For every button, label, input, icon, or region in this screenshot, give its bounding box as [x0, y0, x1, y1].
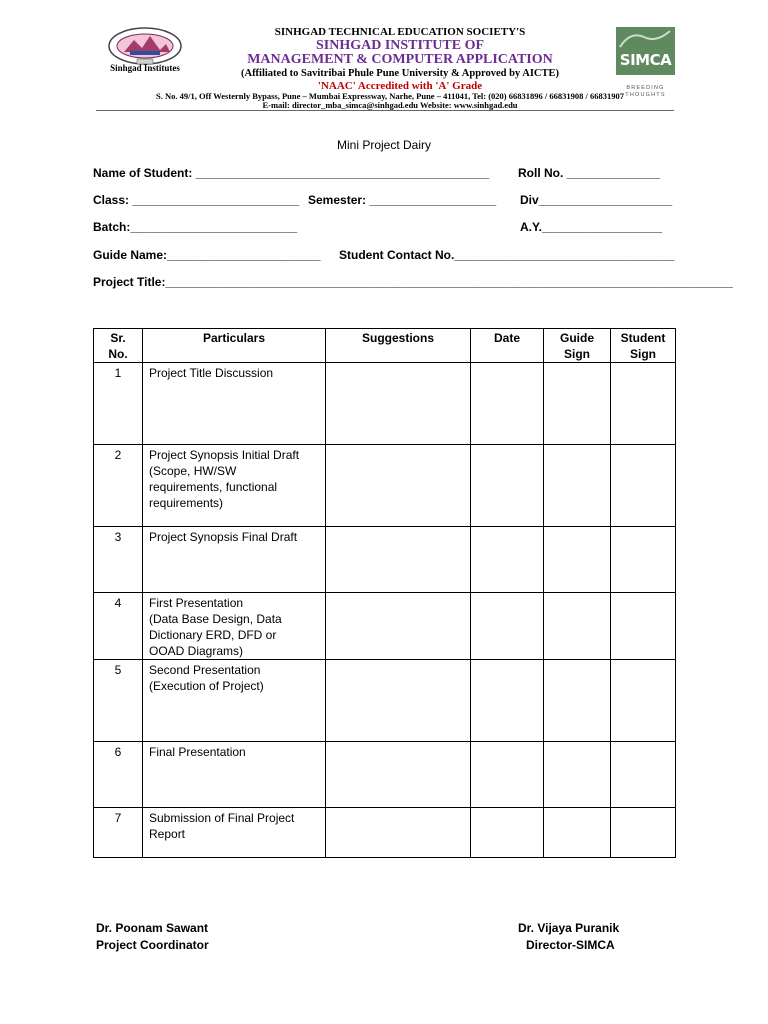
suggestions-cell[interactable]: [326, 660, 471, 742]
student-sign-cell[interactable]: [611, 593, 676, 660]
contact-info: E-mail: director_mba_simca@sinhgad.edu Website: www.sinhgad.edu: [262, 100, 518, 110]
director-name: Dr. Vijaya Puranik: [518, 921, 620, 935]
class-field[interactable]: Class: _________________________: [93, 193, 300, 207]
sr-no-cell: 4: [94, 593, 143, 660]
academic-year-field[interactable]: A.Y.__________________: [520, 220, 663, 234]
project-title-field[interactable]: Project Title:_____________________________________________________________________________________: [93, 275, 733, 289]
simca-tagline-2: THOUGHTS: [625, 92, 666, 98]
director-role: Director-SIMCA: [526, 938, 615, 952]
particulars-cell: [143, 808, 326, 858]
guide-sign-cell[interactable]: [544, 527, 611, 593]
particulars-line: Submission of Final Project: [149, 811, 295, 825]
roll-no-field[interactable]: Roll No. ______________: [518, 166, 661, 180]
guide-sign-cell[interactable]: [544, 660, 611, 742]
particulars-line: Second Presentation: [149, 663, 261, 677]
date-cell[interactable]: [471, 363, 544, 445]
document-title: Mini Project Dairy: [336, 138, 432, 152]
guide-sign-cell[interactable]: [544, 363, 611, 445]
suggestions-cell[interactable]: [326, 742, 471, 808]
table-row: [94, 445, 676, 527]
sr-no-cell: 1: [94, 363, 143, 445]
header-particulars: Particulars: [143, 329, 326, 363]
simca-logo: [616, 27, 675, 98]
date-cell[interactable]: [471, 593, 544, 660]
simca-tagline: BREEDING: [626, 85, 665, 91]
particulars-line: First Presentation: [149, 596, 244, 610]
sr-no-cell: 7: [94, 808, 143, 858]
particulars-line: requirements): [149, 496, 224, 510]
particulars-cell: [143, 527, 326, 593]
particulars-line: Project Synopsis Initial Draft: [149, 448, 300, 462]
table-row: [94, 527, 676, 593]
project-diary-table: [93, 328, 676, 858]
sr-no-cell: 6: [94, 742, 143, 808]
guide-sign-cell[interactable]: [544, 808, 611, 858]
suggestions-cell[interactable]: [326, 593, 471, 660]
society-name: SINHGAD TECHNICAL EDUCATION SOCIETY'S: [274, 26, 526, 38]
student-sign-cell[interactable]: [611, 742, 676, 808]
particulars-line: OOAD Diagrams): [149, 644, 244, 658]
header-suggestions: Suggestions: [326, 329, 471, 363]
naac-accreditation: 'NAAC' Accredited with 'A' Grade: [317, 80, 483, 92]
institute-name-line2: MANAGEMENT & COMPUTER APPLICATION: [247, 52, 553, 67]
suggestions-cell[interactable]: [326, 445, 471, 527]
student-sign-cell[interactable]: [611, 363, 676, 445]
student-sign-cell[interactable]: [611, 527, 676, 593]
particulars-line: (Data Base Design, Data: [149, 612, 282, 626]
table-row: [94, 363, 676, 445]
affiliation: (Affiliated to Savitribai Phule Pune University & Approved by AICTE): [240, 68, 560, 79]
sr-no-cell: 2: [94, 445, 143, 527]
table-row: [94, 742, 676, 808]
particulars-line: Final Presentation: [149, 745, 246, 759]
suggestions-cell[interactable]: [326, 527, 471, 593]
institute-name-line1: SINHGAD INSTITUTE OF: [315, 38, 485, 53]
table-row: [94, 808, 676, 858]
particulars-line: Project Title Discussion: [149, 366, 274, 380]
particulars-line: Dictionary ERD, DFD or: [149, 628, 277, 642]
suggestions-cell[interactable]: [326, 808, 471, 858]
header-sr-no: Sr. No.: [94, 329, 143, 363]
particulars-line: Report: [149, 827, 186, 841]
guide-name-field[interactable]: Guide Name:_______________________: [93, 248, 321, 262]
guide-sign-cell[interactable]: [544, 742, 611, 808]
particulars-cell: [143, 660, 326, 742]
header-divider: [96, 110, 674, 111]
particulars-line: (Scope, HW/SW: [149, 464, 237, 478]
header-date: Date: [471, 329, 544, 363]
student-name-field[interactable]: Name of Student: ____________________________________________: [93, 166, 490, 180]
table-row: [94, 660, 676, 742]
left-logo-caption: Sinhgad Institutes: [110, 63, 180, 73]
semester-field[interactable]: Semester: ___________________: [308, 193, 497, 207]
particulars-cell: [143, 363, 326, 445]
particulars-cell: [143, 742, 326, 808]
student-sign-cell[interactable]: [611, 808, 676, 858]
simca-logo-text: SIMCA: [619, 51, 672, 69]
batch-field[interactable]: Batch:_________________________: [93, 220, 298, 234]
table-row: [94, 593, 676, 660]
particulars-line: requirements, functional: [149, 480, 278, 494]
student-sign-cell[interactable]: [611, 445, 676, 527]
coordinator-name: Dr. Poonam Sawant: [96, 921, 209, 935]
suggestions-cell[interactable]: [326, 363, 471, 445]
table-header-row: [94, 329, 676, 363]
particulars-line: (Execution of Project): [149, 679, 264, 693]
particulars-cell: [143, 593, 326, 660]
date-cell[interactable]: [471, 527, 544, 593]
sr-no-cell: 5: [94, 660, 143, 742]
guide-sign-cell[interactable]: [544, 593, 611, 660]
date-cell[interactable]: [471, 445, 544, 527]
guide-sign-cell[interactable]: [544, 445, 611, 527]
particulars-cell: [143, 445, 326, 527]
header-guide-sign: Guide Sign: [544, 329, 611, 363]
particulars-line: Project Synopsis Final Draft: [149, 530, 298, 544]
coordinator-role: Project Coordinator: [96, 938, 209, 952]
header-student-sign: Student Sign: [611, 329, 676, 363]
address: S. No. 49/1, Off Westernly Bypass, Pune – Mumbai Expressway, Narhe, Pune – 411041, Tel: (020) 66831896 / 66831908 / 66831907: [156, 91, 624, 101]
date-cell[interactable]: [471, 742, 544, 808]
sr-no-cell: 3: [94, 527, 143, 593]
date-cell[interactable]: [471, 660, 544, 742]
div-field[interactable]: Div____________________: [520, 193, 673, 207]
date-cell[interactable]: [471, 808, 544, 858]
student-sign-cell[interactable]: [611, 660, 676, 742]
student-contact-field[interactable]: Student Contact No._________________________________: [339, 248, 675, 262]
